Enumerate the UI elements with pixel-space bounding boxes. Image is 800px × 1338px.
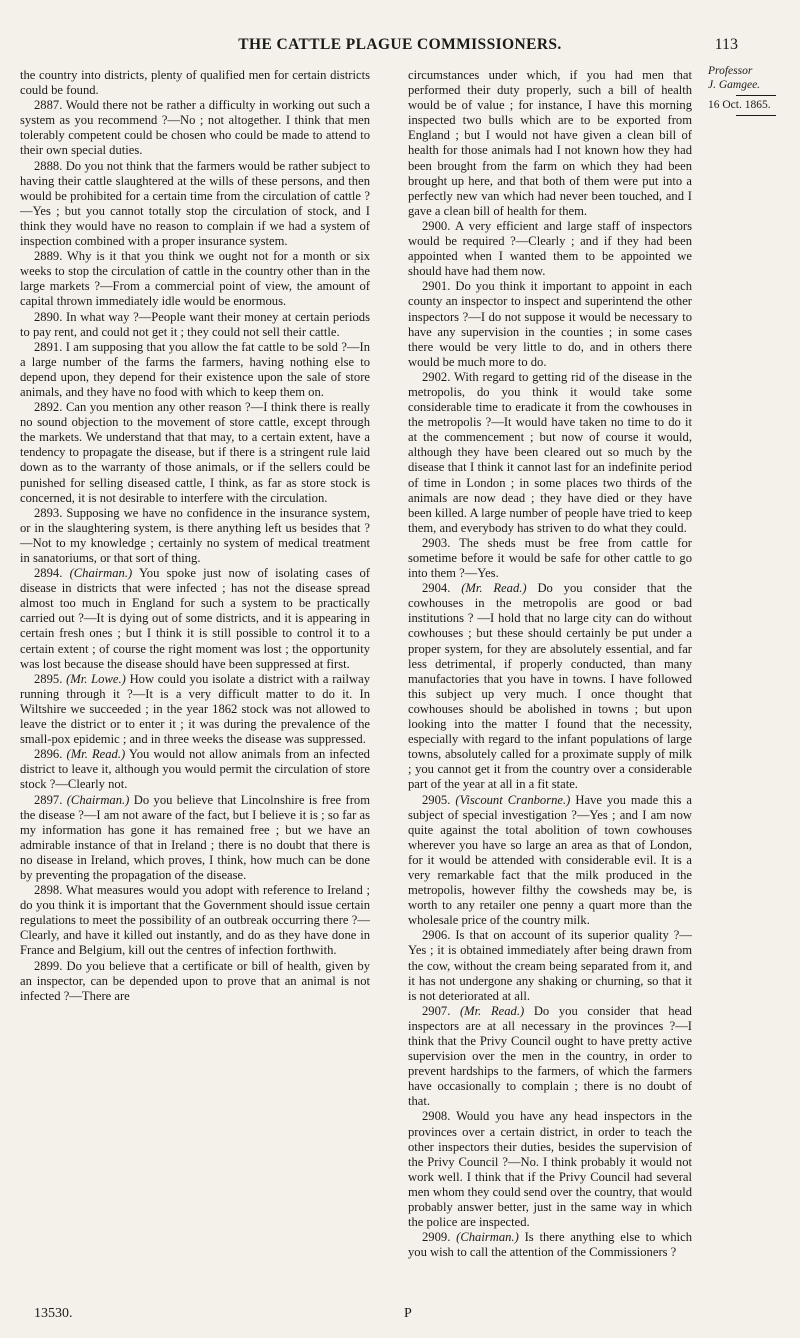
- question-paragraph: 2906. Is that on account of its superior quality ?—Yes ; it is obtained immediately after being drawn from the cow, without the cream being separated from it, and it has not undergone any shaking or churning, so that it is not deteriorated at all.: [408, 928, 692, 1003]
- speaker-name: (Mr. Read.): [461, 581, 527, 596]
- running-title: THE CATTLE PLAGUE COMMISSIONERS.: [238, 36, 562, 53]
- paragraph-continued: the country into districts, plenty of qualified men for certain districts could be found.: [20, 68, 370, 98]
- question-number: 2909.: [422, 1230, 451, 1245]
- right-column: [408, 68, 692, 1260]
- speaker-name: (Chairman.): [456, 1230, 519, 1245]
- question-paragraph: [408, 793, 692, 929]
- question-paragraph: [408, 1230, 692, 1260]
- speaker-name: (Mr. Lowe.): [66, 671, 126, 686]
- question-paragraph: [20, 793, 370, 884]
- paragraph-text: Have you made this a subject of special investigation ?—Yes ; and I am now quite against the total abolition of town cowhouses wherever you have so large an area as that of London, for it would be attended with considerable evil. It is a very remarkable fact that the milk produced in the metropolis, however filthy the cowsheds may be, is worth to any retailer one penny a quart more than the wholesale price of the country milk.: [408, 792, 692, 928]
- question-paragraph: [20, 672, 370, 747]
- divider: [736, 115, 776, 116]
- question-paragraph: 2889. Why is it that you think we ought not for a month or six weeks to stop the circulation of cattle in the country other than in the large markets ?—From a commercial point of view, the amount of capital thrown immediately idle would be enormous.: [20, 249, 370, 309]
- question-number: 2904.: [422, 581, 451, 596]
- paragraph-text: Do you consider that head inspectors are at all necessary in the provinces ?—I think that the Privy Council ought to have pretty active supervision over the men in the country, in order to prevent hardships to the farmers, of which the farmers have occasionally to complain ; there is no doubt of that.: [408, 1003, 692, 1109]
- question-paragraph: [20, 747, 370, 792]
- question-paragraph: 2903. The sheds must be free from cattle for sometime before it would be safe for other cattle to go into them ?—Yes.: [408, 535, 692, 581]
- question-paragraph: 2898. What measures would you adopt with reference to Ireland ; do you think it is important that the Government should issue certain regulations to meet the possibility of an outbreak occurring there ?—Clearly, and have it killed out instantly, and do as they have done in France and Belgium, kill out the centres of infection forthwith.: [20, 883, 370, 958]
- question-paragraph: [20, 566, 370, 672]
- paragraph-text: You would not allow animals from an infected district to leave it, although you would permit the circulation of store stock ?—Clearly not.: [20, 747, 370, 792]
- question-paragraph: 2891. I am supposing that you allow the fat cattle to be sold ?—In a large number of the farms the farmers, having nothing else to depend upon, they depend for their existence upon the sale of store animals, and they have no food with which to keep them on.: [20, 339, 370, 399]
- page-footer: [20, 1306, 780, 1326]
- question-paragraph: [408, 581, 692, 792]
- question-paragraph: 2899. Do you believe that a certificate or bill of health, given by an inspector, can be depended upon to prove that an animal is not infected ?—There are: [20, 958, 370, 1003]
- question-number: 2907.: [422, 1003, 451, 1018]
- print-code: 13530.: [34, 1306, 73, 1321]
- speaker-name: (Mr. Read.): [459, 1003, 525, 1018]
- paragraph-text: Is there anything else to which you wish to call the attention of the Commissioners ?: [408, 1230, 692, 1260]
- question-number: 2905.: [422, 792, 451, 807]
- question-number: 2895.: [34, 671, 63, 686]
- speaker-name: (Chairman.): [69, 566, 133, 581]
- question-paragraph: 2902. With regard to getting rid of the disease in the metropolis, do you think it would take some considerable time to eradicate it from the cowhouses in the metropolis ?—It would have taken no time to do it at the commencement ; but now of course it would, although they have been cleared out so much by the disease that I think it cannot last for an indefinite period of time in London ; in some places two thirds of the animals are now dead ; they have died or they have been killed. A large number of people have tried to keep them, and everybody has striven to do what they could.: [408, 369, 692, 535]
- page-number: 113: [714, 36, 738, 53]
- question-paragraph: 2887. Would there not be rather a difficulty in working out such a system as you recommend ?—No ; not altogether. I think that men tolerably competent could be chosen who could be made to attend to their own special duties.: [20, 98, 370, 158]
- signature-mark: P: [404, 1306, 412, 1321]
- question-paragraph: 2908. Would you have any head inspectors in the provinces over a certain district, in order to teach the other inspectors their duties, besides the supervision of the Privy Council ?—No. I think probably it would not work well. I think that if the Privy Council had several men whom they could send over the country, that would probably answer better, just in the same way in which the police are inspected.: [408, 1109, 692, 1230]
- paragraph-continued: circumstances under which, if you had men that performed their duty properly, such a bill of health would be of value ; for instance, I have this morning inspected two bulls which are to be exported from England ; but I would not have given a clean bill of health for those animals had I not known how they had been brought from the farm on which they had been brought up here, and that both of them were put into a perfectly new van which had never been touched, and I gave a clean bill of health for them.: [408, 68, 692, 218]
- question-number: 2894.: [34, 566, 63, 581]
- divider: [736, 95, 776, 96]
- paragraph-text: Do you consider that the cowhouses in the metropolis are good or bad institutions ? —I hold that no large city can do without cowhouses ; but these should certainly be put under a proper system, for they are absolutely essential, and far less detrimental, if properly conducted, than many manufactories that you have in towns. I have followed this subject up very much. I once thought that cowhouses should be abolished in towns ; but upon looking into the matter I found that the necessity, especially with regard to the infant populations of large towns, absolutely called for a proximate supply of milk ; you cannot get it from the country over a considerable part of the year at all in a fit state.: [408, 581, 692, 792]
- paragraph-text: You spoke just now of isolating cases of disease in districts that were infected ; has not the disease spread almost too much in England for such a system to be practically carried out ?—It is dying out of some districts, and it is appearing in certain fresh ones ; but I think it is still possible to control it to a certain extent ; of course the right moment was lost ; the opportunity was lost because the disease should have been suppressed at first.: [20, 566, 371, 671]
- question-number: 2897.: [34, 792, 63, 807]
- question-paragraph: 2893. Supposing we have no confidence in the insurance system, or in the slaughtering system, is there anything left us besides that ?—Not to my knowledge ; certainly no system of medical treatment in sanatoriums, or that sort of thing.: [20, 505, 370, 565]
- speaker-name: (Chairman.): [66, 792, 130, 807]
- speaker-name: (Viscount Cranborne.): [455, 792, 571, 807]
- question-paragraph: 2888. Do you not think that the farmers would be rather subject to having their cattle slaughtered at the wills of these persons, and then would be prohibited for a certain time from the circulation of cattle ?—Yes ; but you cannot totally stop the circulation of stock, and I think they would have no reason to complain if we had a system of inspection combined with a proper insurance system.: [20, 158, 370, 249]
- question-number: 2896.: [34, 747, 63, 762]
- paragraph-text: Do you believe that Lincolnshire is free from the disease ?—I am not aware of the fact, but I believe it is ; so far as my information has gone it has remained free ; but we have an admirable instance of that in Ireland ; there is no doubt that there is no disease in Ireland, which proves, I think, how much can be done by preventing the propagation of the disease.: [20, 792, 371, 882]
- question-paragraph: 2892. Can you mention any other reason ?—I think there is really no sound objection to the movement of store cattle, except through the markets. We understand that that may, to a certain extent, have a tendency to propagate the disease, but if there is a stringent rule laid down as to the warranty of those animals, or if the sellers could be punished for selling diseased cattle, I think, as far as store stock is concerned, it is not desirable to interfere with the circulation.: [20, 400, 370, 505]
- question-paragraph: 2900. A very efficient and large staff of inspectors would be required ?—Clearly ; and if they had been appointed when I wanted them to be appointed we should have had them now.: [408, 218, 692, 279]
- margin-note: [708, 64, 788, 116]
- question-paragraph: 2890. In what way ?—People want their money at certain periods to pay rent, and could not get it ; they could not sell their cattle.: [20, 309, 370, 339]
- page-header: [0, 36, 800, 60]
- witness-title: Professor: [708, 65, 753, 77]
- left-column: [20, 68, 370, 1004]
- speaker-name: (Mr. Read.): [66, 747, 126, 762]
- witness-date: 16 Oct. 1865.: [708, 99, 771, 111]
- witness-name: J. Gamgee.: [708, 79, 761, 91]
- question-paragraph: [408, 1004, 692, 1110]
- question-paragraph: 2901. Do you think it important to appoint in each county an inspector to inspect and superintend the other inspectors ?—I do not suppose it would be necessary to have any supervision in the counties ; in some cases there would be very little to do, and in others there would be much more to do.: [408, 279, 692, 369]
- paragraph-text: How could you isolate a district with a railway running through it ?—It is a very difficult matter to do it. In Wiltshire we succeeded ; in the year 1862 stock was not allowed to leave the district or to enter it ; it was during the prevalence of the small-pox epidemic ; and in three weeks the disease was suppressed.: [20, 671, 371, 747]
